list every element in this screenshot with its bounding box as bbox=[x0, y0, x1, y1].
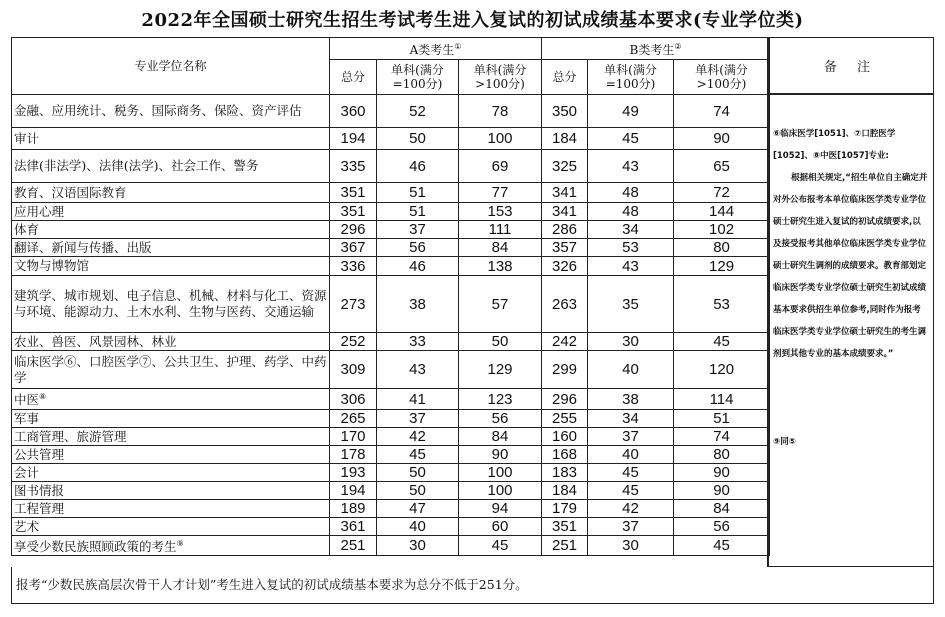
score-a-single-100: 40 bbox=[377, 518, 459, 536]
score-a-total: 351 bbox=[330, 183, 377, 203]
score-b-single-100: 45 bbox=[588, 128, 674, 150]
score-b-total: 341 bbox=[542, 203, 588, 221]
score-b-single-gt100: 144 bbox=[674, 203, 770, 221]
score-b-single-gt100: 74 bbox=[674, 428, 770, 446]
header-group-b: B类考生② bbox=[542, 38, 770, 60]
score-a-single-gt100: 69 bbox=[459, 150, 542, 183]
notes-body bbox=[769, 95, 933, 453]
score-b-total: 179 bbox=[542, 500, 588, 518]
major-name: 工程管理 bbox=[12, 500, 330, 518]
score-a-total: 194 bbox=[330, 482, 377, 500]
score-b-total: 263 bbox=[542, 276, 588, 333]
major-name: 翻译、新闻与传播、出版 bbox=[12, 239, 330, 257]
score-b-single-gt100: 129 bbox=[674, 257, 770, 276]
score-b-single-gt100: 45 bbox=[674, 333, 770, 351]
score-b-total: 242 bbox=[542, 333, 588, 351]
table-row bbox=[12, 95, 770, 128]
table-row bbox=[12, 464, 770, 482]
header-a-single-gt100: 单科(满分 >100分) bbox=[459, 60, 542, 95]
table-row bbox=[12, 257, 770, 276]
header-group-a: A类考生① bbox=[330, 38, 542, 60]
score-a-total: 265 bbox=[330, 410, 377, 428]
score-b-total: 184 bbox=[542, 128, 588, 150]
score-a-total: 170 bbox=[330, 428, 377, 446]
score-a-total: 296 bbox=[330, 221, 377, 239]
table-row bbox=[12, 536, 770, 556]
score-b-total: 299 bbox=[542, 351, 588, 389]
score-a-single-gt100: 78 bbox=[459, 95, 542, 128]
major-name: 文物与博物馆 bbox=[12, 257, 330, 276]
score-b-single-gt100: 120 bbox=[674, 351, 770, 389]
score-b-single-100: 37 bbox=[588, 428, 674, 446]
score-b-single-gt100: 80 bbox=[674, 239, 770, 257]
major-name: 公共管理 bbox=[12, 446, 330, 464]
score-a-total: 335 bbox=[330, 150, 377, 183]
score-a-total: 178 bbox=[330, 446, 377, 464]
footer-note: 报考“少数民族高层次骨干人才计划”考生进入复试的初试成绩基本要求为总分不低于251分。 bbox=[11, 567, 934, 604]
score-b-single-gt100: 90 bbox=[674, 464, 770, 482]
score-b-total: 286 bbox=[542, 221, 588, 239]
score-a-total: 361 bbox=[330, 518, 377, 536]
table-row bbox=[12, 333, 770, 351]
score-b-total: 255 bbox=[542, 410, 588, 428]
score-a-single-100: 33 bbox=[377, 333, 459, 351]
score-a-total: 189 bbox=[330, 500, 377, 518]
table-row bbox=[12, 276, 770, 333]
score-a-single-gt100: 100 bbox=[459, 464, 542, 482]
score-b-single-100: 48 bbox=[588, 183, 674, 203]
score-a-single-gt100: 45 bbox=[459, 536, 542, 556]
table-row bbox=[12, 183, 770, 203]
note-line-1: ⑥临床医学[1051]、⑦口腔医学[1052]、⑧中医[1057]专业: bbox=[773, 129, 896, 161]
score-a-total: 193 bbox=[330, 464, 377, 482]
score-b-total: 168 bbox=[542, 446, 588, 464]
score-b-single-100: 49 bbox=[588, 95, 674, 128]
major-name: 金融、应用统计、税务、国际商务、保险、资产评估 bbox=[12, 95, 330, 128]
header-a-single-100: 单科(满分 =100分) bbox=[377, 60, 459, 95]
note-line-2: 根据相关规定,“招生单位自主确定并对外公布报考本单位临床医学类专业学位硕士研究生进入复试的初试成绩要求,以及接受报考其他单位临床医学类专业学位硕士研究生调剂的成绩要求。教育部划定临床医学类专业学位硕士研究生初试成绩基本要求供招生单位参考,同时作为报考临床医学类专业学位硕士研究生的考生调剂到其他专业的基本成绩要求。” bbox=[773, 173, 928, 359]
score-b-single-100: 40 bbox=[588, 446, 674, 464]
major-name: 体育 bbox=[12, 221, 330, 239]
score-a-single-100: 47 bbox=[377, 500, 459, 518]
score-b-single-gt100: 90 bbox=[674, 482, 770, 500]
score-b-single-100: 43 bbox=[588, 257, 674, 276]
major-name: 审计 bbox=[12, 128, 330, 150]
score-a-single-gt100: 57 bbox=[459, 276, 542, 333]
score-b-single-100: 37 bbox=[588, 518, 674, 536]
score-b-single-gt100: 56 bbox=[674, 518, 770, 536]
header-major-name: 专业学位名称 bbox=[12, 38, 330, 95]
score-a-total: 336 bbox=[330, 257, 377, 276]
score-b-single-gt100: 74 bbox=[674, 95, 770, 128]
major-name: 艺术 bbox=[12, 518, 330, 536]
score-a-single-100: 41 bbox=[377, 389, 459, 410]
score-a-single-100: 37 bbox=[377, 221, 459, 239]
header-b-single-gt100: 单科(满分 >100分) bbox=[674, 60, 770, 95]
major-name: 临床医学⑥、口腔医学⑦、公共卫生、护理、药学、中药学 bbox=[12, 351, 330, 389]
score-b-single-gt100: 72 bbox=[674, 183, 770, 203]
score-a-single-gt100: 77 bbox=[459, 183, 542, 203]
major-name: 教育、汉语国际教育 bbox=[12, 183, 330, 203]
page-title: 2022年全国硕士研究生招生考试考生进入复试的初试成绩基本要求(专业学位类) bbox=[141, 10, 804, 31]
major-name: 法律(非法学)、法律(法学)、社会工作、警务 bbox=[12, 150, 330, 183]
score-a-total: 367 bbox=[330, 239, 377, 257]
score-b-total: 350 bbox=[542, 95, 588, 128]
score-b-total: 160 bbox=[542, 428, 588, 446]
note-line-3: ⑨同⑤ bbox=[773, 437, 796, 447]
score-a-single-gt100: 100 bbox=[459, 482, 542, 500]
table-row bbox=[12, 500, 770, 518]
score-b-single-100: 38 bbox=[588, 389, 674, 410]
score-b-single-gt100: 65 bbox=[674, 150, 770, 183]
major-name: 工商管理、旅游管理 bbox=[12, 428, 330, 446]
score-a-single-gt100: 153 bbox=[459, 203, 542, 221]
score-b-single-gt100: 84 bbox=[674, 500, 770, 518]
score-a-total: 309 bbox=[330, 351, 377, 389]
score-a-total: 351 bbox=[330, 203, 377, 221]
score-b-total: 183 bbox=[542, 464, 588, 482]
header-b-single-100: 单科(满分 =100分) bbox=[588, 60, 674, 95]
score-b-single-100: 35 bbox=[588, 276, 674, 333]
score-table bbox=[11, 37, 770, 556]
score-b-single-100: 30 bbox=[588, 333, 674, 351]
score-a-single-100: 50 bbox=[377, 464, 459, 482]
major-name: 农业、兽医、风景园林、林业 bbox=[12, 333, 330, 351]
score-a-total: 252 bbox=[330, 333, 377, 351]
score-b-single-100: 30 bbox=[588, 536, 674, 556]
score-b-single-100: 45 bbox=[588, 464, 674, 482]
major-name: 中医⑧ bbox=[12, 389, 330, 410]
score-b-single-gt100: 51 bbox=[674, 410, 770, 428]
major-name: 图书情报 bbox=[12, 482, 330, 500]
header-b-total: 总分 bbox=[542, 60, 588, 95]
major-name: 享受少数民族照顾政策的考生⑨ bbox=[12, 536, 330, 556]
score-b-total: 357 bbox=[542, 239, 588, 257]
score-a-single-gt100: 138 bbox=[459, 257, 542, 276]
score-a-single-100: 42 bbox=[377, 428, 459, 446]
score-b-single-gt100: 90 bbox=[674, 128, 770, 150]
score-a-total: 194 bbox=[330, 128, 377, 150]
score-b-total: 296 bbox=[542, 389, 588, 410]
score-b-single-gt100: 114 bbox=[674, 389, 770, 410]
score-b-total: 251 bbox=[542, 536, 588, 556]
score-a-single-100: 46 bbox=[377, 257, 459, 276]
score-b-total: 184 bbox=[542, 482, 588, 500]
score-b-single-100: 48 bbox=[588, 203, 674, 221]
score-b-single-100: 34 bbox=[588, 410, 674, 428]
score-a-single-gt100: 56 bbox=[459, 410, 542, 428]
score-b-total: 326 bbox=[542, 257, 588, 276]
score-b-single-100: 34 bbox=[588, 221, 674, 239]
score-a-single-100: 51 bbox=[377, 183, 459, 203]
score-a-single-100: 51 bbox=[377, 203, 459, 221]
score-b-single-100: 53 bbox=[588, 239, 674, 257]
score-a-single-100: 50 bbox=[377, 128, 459, 150]
score-b-single-100: 45 bbox=[588, 482, 674, 500]
score-a-single-100: 45 bbox=[377, 446, 459, 464]
score-a-single-gt100: 84 bbox=[459, 239, 542, 257]
score-a-total: 273 bbox=[330, 276, 377, 333]
major-name: 会计 bbox=[12, 464, 330, 482]
score-a-single-100: 43 bbox=[377, 351, 459, 389]
score-b-total: 351 bbox=[542, 518, 588, 536]
major-name: 军事 bbox=[12, 410, 330, 428]
table-row bbox=[12, 239, 770, 257]
score-a-single-100: 37 bbox=[377, 410, 459, 428]
table-row bbox=[12, 128, 770, 150]
score-b-single-100: 40 bbox=[588, 351, 674, 389]
score-b-single-gt100: 80 bbox=[674, 446, 770, 464]
score-a-total: 306 bbox=[330, 389, 377, 410]
score-a-total: 360 bbox=[330, 95, 377, 128]
score-b-single-gt100: 53 bbox=[674, 276, 770, 333]
major-name: 建筑学、城市规划、电子信息、机械、材料与化工、资源与环境、能源动力、土木水利、生物与医药、交通运输 bbox=[12, 276, 330, 333]
table-row bbox=[12, 518, 770, 536]
table-row bbox=[12, 150, 770, 183]
score-a-single-gt100: 50 bbox=[459, 333, 542, 351]
score-a-single-100: 38 bbox=[377, 276, 459, 333]
notes-column bbox=[767, 37, 934, 567]
score-a-single-gt100: 111 bbox=[459, 221, 542, 239]
score-b-single-100: 43 bbox=[588, 150, 674, 183]
score-b-single-gt100: 102 bbox=[674, 221, 770, 239]
table-row bbox=[12, 446, 770, 464]
score-a-total: 251 bbox=[330, 536, 377, 556]
table-row bbox=[12, 428, 770, 446]
table-row bbox=[12, 482, 770, 500]
score-a-single-100: 50 bbox=[377, 482, 459, 500]
score-a-single-100: 46 bbox=[377, 150, 459, 183]
score-a-single-gt100: 129 bbox=[459, 351, 542, 389]
score-a-single-100: 56 bbox=[377, 239, 459, 257]
table-row bbox=[12, 389, 770, 410]
table-row bbox=[12, 203, 770, 221]
score-a-single-gt100: 123 bbox=[459, 389, 542, 410]
score-b-single-100: 42 bbox=[588, 500, 674, 518]
table-row bbox=[12, 410, 770, 428]
score-b-single-gt100: 45 bbox=[674, 536, 770, 556]
score-a-single-gt100: 60 bbox=[459, 518, 542, 536]
major-name: 应用心理 bbox=[12, 203, 330, 221]
notes-header: 备 注 bbox=[769, 38, 933, 95]
score-a-single-gt100: 94 bbox=[459, 500, 542, 518]
score-a-single-100: 30 bbox=[377, 536, 459, 556]
table-row bbox=[12, 351, 770, 389]
score-a-single-100: 52 bbox=[377, 95, 459, 128]
score-a-single-gt100: 100 bbox=[459, 128, 542, 150]
table-row bbox=[12, 221, 770, 239]
score-a-single-gt100: 90 bbox=[459, 446, 542, 464]
score-b-total: 341 bbox=[542, 183, 588, 203]
score-a-single-gt100: 84 bbox=[459, 428, 542, 446]
header-a-total: 总分 bbox=[330, 60, 377, 95]
score-b-total: 325 bbox=[542, 150, 588, 183]
